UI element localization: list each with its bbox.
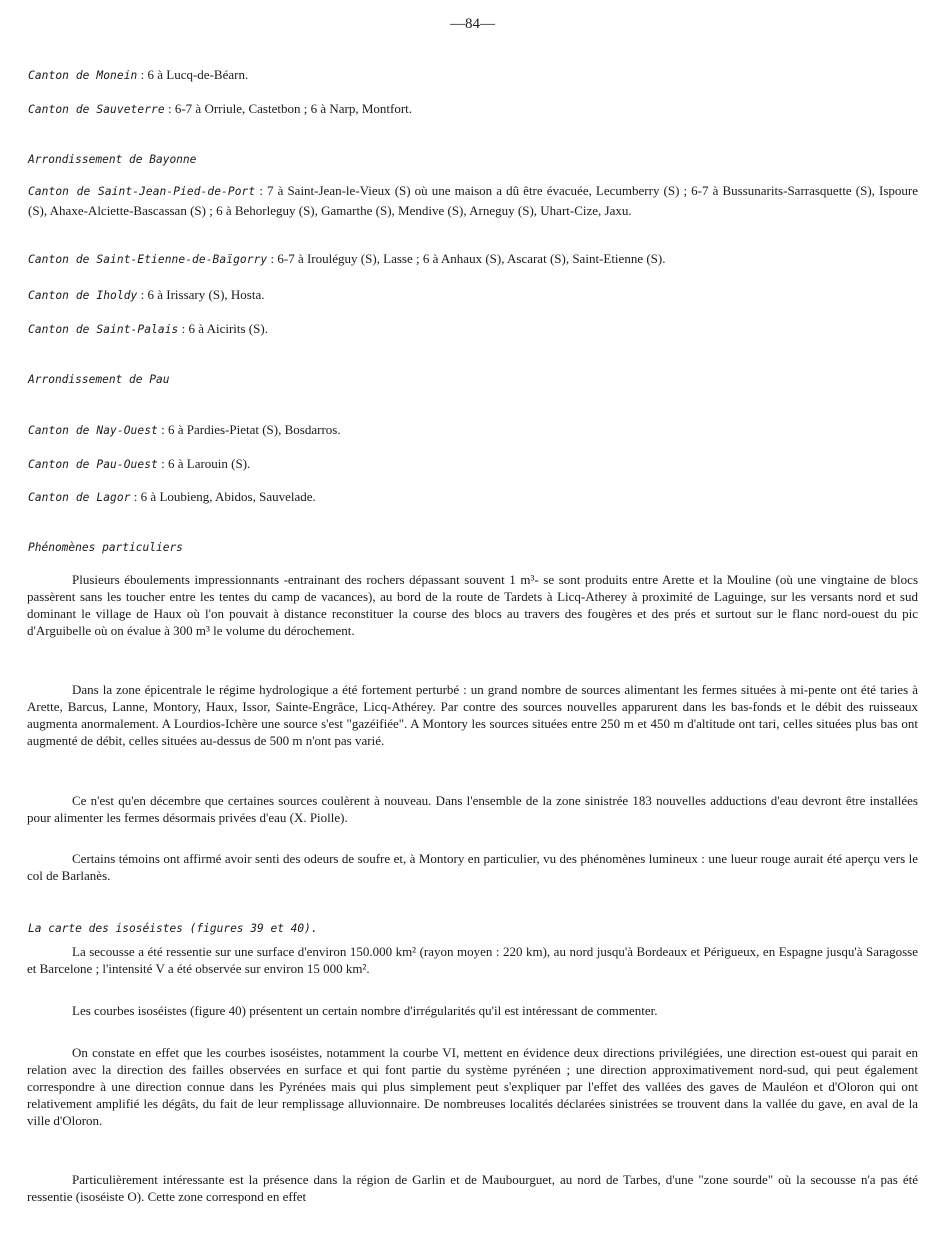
canton-entry-sauveterre: Canton de Sauveterre : 6-7 à Orriule, Castetbon ; 6 à Narp, Montfort. — [28, 101, 413, 116]
canton-localities: 6-7 à Irouléguy (S), Lasse ; 6 à Anhaux (S), Ascarat (S), Saint-Etienne (S). — [274, 251, 666, 266]
canton-name: Canton de Nay-Ouest — [28, 424, 158, 437]
canton-localities: 6 à Aicirits (S). — [185, 321, 268, 336]
canton-localities: 6 à Lucq-de-Béarn. — [144, 67, 249, 82]
canton-entry-monein: Canton de Monein : 6 à Lucq-de-Béarn. — [28, 67, 249, 82]
body-paragraph: Certains témoins ont affirmé avoir senti des odeurs de soufre et, à Montory en particulier, vu des phénomènes lumineux : une lueur rouge aurait été aperçu vers le col de Barlanès. — [27, 851, 918, 883]
phenomenes-heading: Phénomènes particuliers — [28, 541, 183, 554]
canton-name: Canton de Pau-Ouest — [28, 458, 158, 471]
canton-entry-nay-ouest: Canton de Nay-Ouest : 6 à Pardies-Pietat (S), Bosdarros. — [28, 422, 341, 437]
canton-localities: 6 à Loubieng, Abidos, Sauvelade. — [137, 489, 316, 504]
body-paragraph: Plusieurs éboulements impressionnants -entrainant des rochers dépassant souvent 1 m³- se sont produits entre Arette et la Mouline (où une vingtaine de blocs passèrent sans les toucher entre les tentes du camp de vacances), au bord de la route de Tardets à Licq-Atherey à proximité de Laguinge, sur les versants nord et sud dominant le village de Haux où l'on pouvait à distance reconstituer la course des blocs au travers des fougères et des prés et surtout sur le flanc nord-ouest du pic d'Arguibelle où on évalue à 300 m³ le volume du dérochement. — [27, 572, 918, 638]
canton-localities: 6-7 à Orriule, Castetbon ; 6 à Narp, Montfort. — [171, 101, 413, 116]
body-paragraph: Ce n'est qu'en décembre que certaines sources coulèrent à nouveau. Dans l'ensemble de la zone sinistrée 183 nouvelles adductions d'eau devront être installées pour alimenter les fermes désormais privées d'eau (X. Piolle). — [27, 793, 918, 825]
canton-name: Canton de Saint-Jean-Pied-de-Port — [28, 185, 256, 198]
canton-localities: 7 à Saint-Jean-le-Vieux (S) où une maison a dû être évacuée, Lecumberry (S) ; 6-7 à Bussunarits-Sarrasquette (S), Ispoure (S), Ahaxe-Alciette-Bascassan (S) ; 6 à Behorleguy (S), Gamarthe (S), Mendive (S), Arneguy (S), Uhart-Cize, Jaxu. — [28, 183, 918, 218]
canton-entry-iholdy: Canton de Iholdy : 6 à Irissary (S), Hosta. — [28, 287, 265, 302]
page-number: —84— — [450, 16, 495, 32]
canton-localities: 6 à Irissary (S), Hosta. — [144, 287, 265, 302]
canton-entry-pau-ouest: Canton de Pau-Ouest : 6 à Larouin (S). — [28, 456, 251, 471]
canton-name: Canton de Iholdy — [28, 289, 138, 302]
canton-localities: 6 à Larouin (S). — [164, 456, 251, 471]
arrondissement-bayonne-heading: Arrondissement de Bayonne — [28, 153, 197, 166]
body-paragraph: Particulièrement intéressante est la présence dans la région de Garlin et de Maubourguet, au nord de Tarbes, d'une "zone sourde" où la secousse n'a pas été ressentie (isoséiste O). Cette zone correspond en effet — [27, 1172, 918, 1204]
body-paragraph: Dans la zone épicentrale le régime hydrologique a été fortement perturbé : un grand nombre de sources alimentant les fermes situées à mi-pente ont été taries à Arette, Barcus, Lanne, Montory, Haux, Issor, Sainte-Engrâce, Licq-Athérey. Par contre des sources nouvelles apparurent dans les bas-fonds et le débit des ruisseaux augmenta anormalement. A Lourdios-Ichère une source s'est "gazéifiée". A Montory les sources situées entre 250 m et 450 m d'altitude ont tari, celles situées plus bas ont augmenté de débit, celles situées au-dessus de 500 m n'ont pas varié. — [27, 682, 918, 748]
canton-name: Canton de Monein — [28, 69, 138, 82]
canton-name: Canton de Lagor — [28, 491, 131, 504]
isoseistes-heading: La carte des isoséistes (figures 39 et 40). — [28, 922, 318, 935]
body-paragraph: Les courbes isoséistes (figure 40) présentent un certain nombre d'irrégularités qu'il est intéressant de commenter. — [72, 1003, 658, 1018]
arrondissement-pau-heading: Arrondissement de Pau — [28, 373, 170, 386]
canton-name: Canton de Saint-Etienne-de-Baïgorry — [28, 253, 268, 266]
canton-entry-saint-palais: Canton de Saint-Palais : 6 à Aicirits (S). — [28, 321, 268, 336]
canton-name: Canton de Saint-Palais — [28, 323, 179, 336]
body-paragraph: On constate en effet que les courbes isoséistes, notamment la courbe VI, mettent en évidence deux directions privilégiées, une direction est-ouest qui parait en relation avec la direction des failles observées en surface et qui font partie du système pyrénéen ; une direction approximativement nord-sud, qui peut également correspondre à une direction connue dans les Pyrénées mais qui plus simplement peut s'expliquer par l'effet des vallées des gaves de Mauléon et d'Oloron qui ont relativement amplifié les dégâts, du fait de leur remplissage alluvionnaire. De nombreuses localités déclarées sinistrées se trouvent dans la vallée du gave, en aval de la ville d'Oloron. — [27, 1045, 918, 1128]
body-paragraph: La secousse a été ressentie sur une surface d'environ 150.000 km² (rayon moyen : 220 km), au nord jusqu'à Bordeaux et Périgueux, en Espagne jusqu'à Saragosse et Barcelone ; l'intensité V a été observée sur environ 15 000 km². — [27, 944, 918, 976]
canton-entry-lagor: Canton de Lagor : 6 à Loubieng, Abidos, Sauvelade. — [28, 489, 316, 504]
canton-localities: 6 à Pardies-Pietat (S), Bosdarros. — [164, 422, 341, 437]
canton-name: Canton de Sauveterre — [28, 103, 165, 116]
canton-entry-saint-jean-pied-de-port: Canton de Saint-Jean-Pied-de-Port : 7 à Saint-Jean-le-Vieux (S) où une maison a dû être évacuée, Lecumberry (S) ; 6-7 à Bussunarits-Sarrasquette (S), Ispoure (S), Ahaxe-Alciette-Bascassan (S) ; 6 à Behorleguy (S), Gamarthe (S), Mendive (S), Arneguy (S), Uhart-Cize, Jaxu. — [28, 183, 918, 218]
canton-entry-saint-etienne-de-baigorry: Canton de Saint-Etienne-de-Baïgorry : 6-7 à Irouléguy (S), Lasse ; 6 à Anhaux (S), Ascarat (S), Saint-Etienne (S). — [28, 251, 666, 266]
